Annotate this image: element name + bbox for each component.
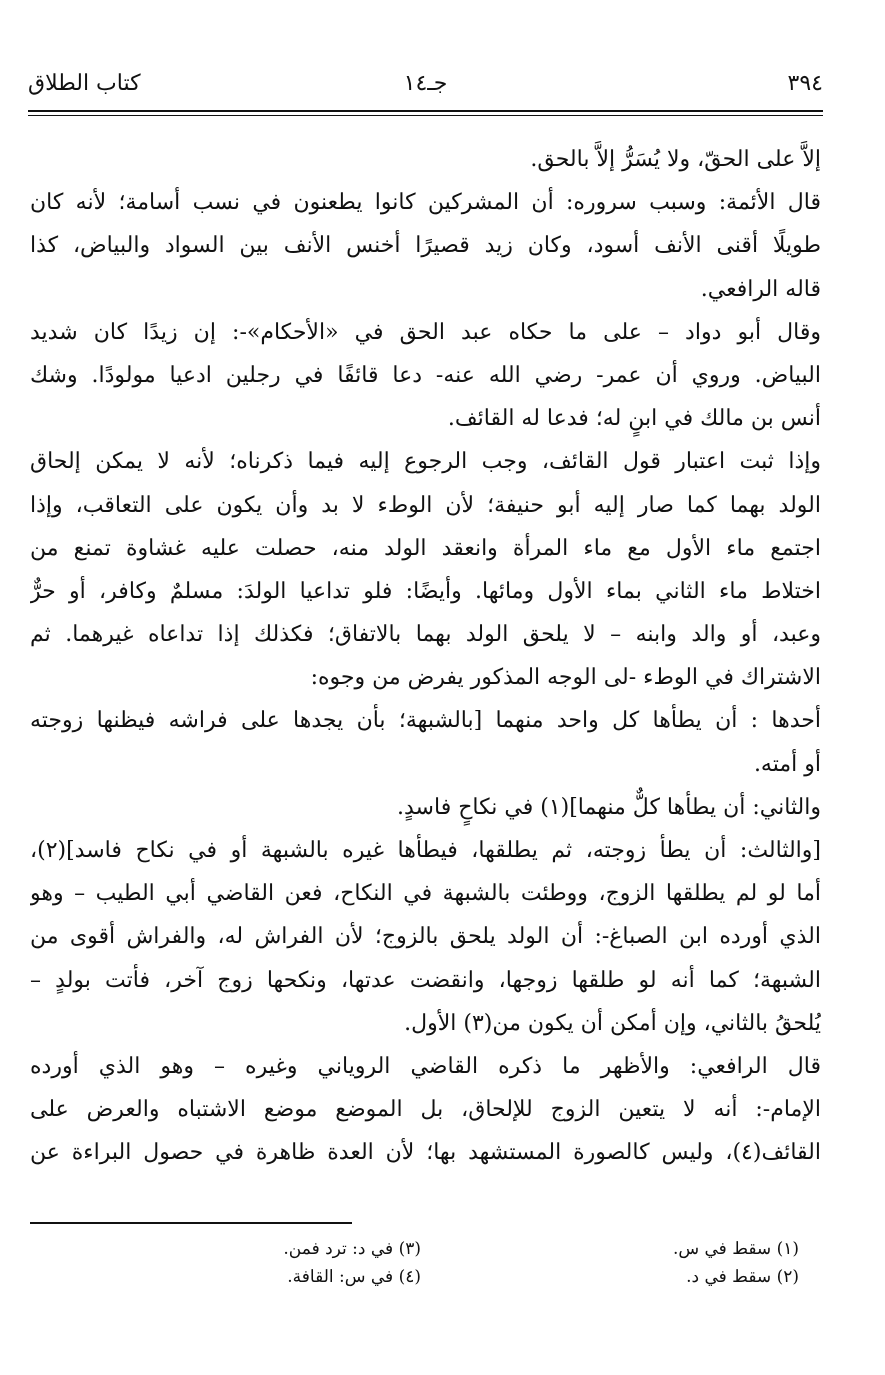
text-line: وقال أبو دواد – على ما حكاه عبد الحق في «الأحكام»-: إن زيدًا كان شديد bbox=[30, 319, 821, 345]
text-line: [والثالث: أن يطأ زوجته، ثم يطلقها، فيطأها غيره بالشبهة أو في نكاح فاسد](٢)، bbox=[30, 838, 821, 863]
text-line: أما لو لم يطلقها الزوج، ووطئت بالشبهة في النكاح، فعن القاضي أبي الطيب – وهو bbox=[30, 881, 821, 907]
text-line: قاله الرافعي. bbox=[700, 276, 821, 302]
text-line: الذي أورده ابن الصباغ-: أن الولد يلحق بالزوج؛ لأن الفراش له، والفراش أقوى من bbox=[30, 924, 821, 950]
text-line: اختلاط ماء الثاني بماء الأول ومائها. وأيضًا: فلو تداعيا الولدَ: مسلمٌ وكافر، أو حرٌّ bbox=[30, 578, 821, 604]
header-rule-thin bbox=[28, 115, 823, 116]
footnote-3: (٣) في د: ترد فمن. bbox=[283, 1239, 421, 1259]
text-line: وإذا ثبت اعتبار قول القائف، وجب الرجوع إليه فيما ذكرناه؛ لأنه لا يمكن إلحاق bbox=[30, 449, 821, 475]
footnote-1: (١) سقط في س. bbox=[672, 1239, 799, 1259]
footnote-separator bbox=[30, 1222, 352, 1224]
text-line: أو أمته. bbox=[753, 751, 821, 777]
footnote-2: (٢) سقط في د. bbox=[686, 1267, 799, 1287]
book-title: كتاب الطلاق bbox=[28, 71, 141, 96]
page-header bbox=[28, 66, 823, 102]
text-line: الاشتراك في الوطء -لى الوجه المذكور يفرض من وجوه: bbox=[310, 665, 821, 691]
text-line: أنس بن مالك في ابنٍ له؛ فدعا له القائف. bbox=[447, 406, 821, 432]
text-line: اجتمع ماء الأول مع ماء المرأة وانعقد الولد منه، حصلت عليه غشاوة تمنع من bbox=[30, 535, 821, 561]
volume-label: جـ١٤ bbox=[403, 71, 448, 96]
header-rule-thick bbox=[28, 110, 823, 112]
text-line: القائف(٤)، وليس كالصورة المستشهد بها؛ لأن العدة ظاهرة في حصول البراءة عن bbox=[30, 1140, 821, 1166]
text-line: طويلًا أقنى الأنف أسود، وكان زيد قصيرًا أخنس الأنف بين السواد والبياض، كذا bbox=[30, 233, 821, 259]
footnote-4: (٤) في س: القافة. bbox=[287, 1267, 421, 1287]
text-line: قال الرافعي: والأظهر ما ذكره القاضي الروياني وغيره – وهو الذي أورده bbox=[30, 1053, 821, 1079]
text-line: والثاني: أن يطأها كلٌّ منهما](١) في نكاحٍ فاسدٍ. bbox=[397, 794, 821, 820]
text-line: وعبد، أو والد وابنه – لا يلحق الولد بهما بالاتفاق؛ فكذلك إذا تداعاه غيرهما. ثم bbox=[30, 622, 821, 648]
text-line: إلاَّ على الحقّ، ولا يُسَرُّ إلاَّ بالحق. bbox=[530, 147, 821, 172]
text-line: الإمام-: أنه لا يتعين الزوج للإلحاق، بل الموضع موضع الاشتباه والعرض على bbox=[30, 1097, 821, 1123]
text-line: يُلحقُ بالثاني، وإن أمكن أن يكون من(٣) الأول. bbox=[404, 1010, 821, 1036]
page-number: ٣٩٤ bbox=[787, 71, 823, 96]
body-text bbox=[30, 138, 821, 1175]
text-line: أحدها : أن يطأها كل واحد منهما [بالشبهة؛ بأن يجدها على فراشه فيظنها زوجته bbox=[30, 708, 821, 734]
text-line: البياض. وروي أن عمر- رضي الله عنه- دعا قائفًا في رجلين ادعيا مولودًا. وشك bbox=[30, 362, 821, 388]
text-line: الشبهة؛ كما أنه لو طلقها زوجها، وانقضت عدتها، ونكحها زوج آخر، فأتت بولدٍ – bbox=[30, 967, 821, 993]
text-line: قال الأئمة: وسبب سروره: أن المشركين كانوا يطعنون في نسب أسامة؛ لأنه كان bbox=[30, 190, 821, 216]
text-line: الولد بهما كما صار إليه أبو حنيفة؛ لأن الوطء لا بد وأن يكون على التعاقب، وإذا bbox=[30, 492, 821, 518]
